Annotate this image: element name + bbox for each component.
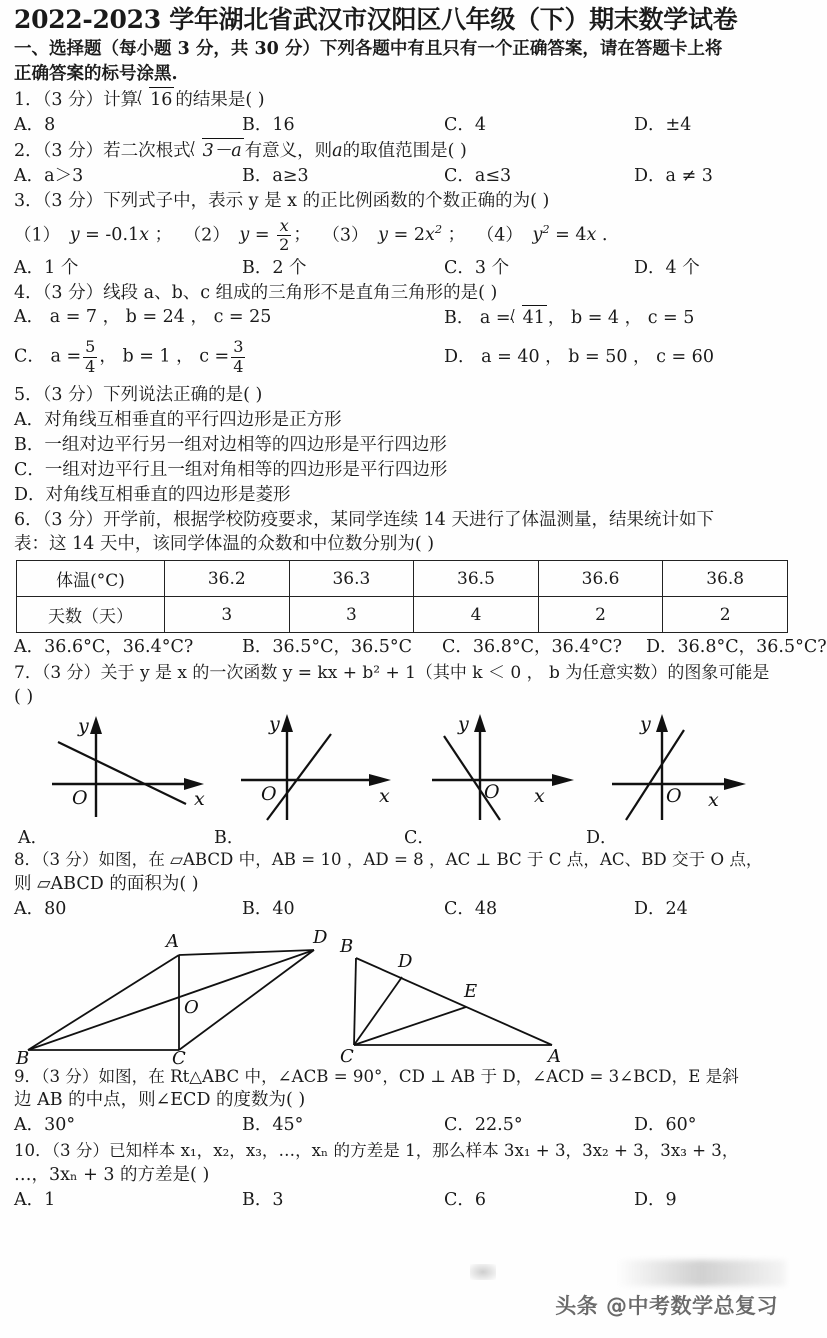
graph-option-b — [229, 712, 419, 824]
q7-option-b[interactable]: B． — [214, 828, 245, 849]
row-header-days: 天数（天） — [17, 597, 165, 633]
question-10-stem-line1: 10．（3 分）已知样本 x₁，x₂，x₃，…，xₙ 的方差是 1，那么样本 3x₁ + 3，3x₂ + 3，3x₃ + 3， — [14, 1141, 739, 1161]
temp-cell-2: 36.3 — [289, 561, 414, 597]
q2-option-c[interactable]: C．a≤3 — [444, 165, 512, 186]
page-title: 2022-2023 学年湖北省武汉市汉阳区八年级（下）期末数学试卷 — [14, 5, 738, 34]
q8-option-a[interactable]: A．80 — [14, 898, 67, 919]
q3-expr-label-3: （3） — [322, 225, 369, 246]
q3-expr-label-4: （4） — [476, 225, 523, 246]
q1-stem-b: 的结果是( ) — [175, 90, 265, 111]
graph-d-origin-label: O — [666, 785, 682, 808]
q3-expr-label-1: （1） — [14, 225, 61, 246]
sqrt-16: 16 — [139, 87, 174, 113]
label-B: B — [16, 1047, 30, 1069]
days-cell-1: 3 — [165, 597, 290, 633]
section-instructions-line1: 一、选择题（每小题 3 分，共 30 分）下列各题中有且只有一个正确答案，请在答题卡上将 — [14, 38, 723, 59]
q2-option-a[interactable]: A．a＞3 — [14, 165, 84, 186]
graph-c-y-label: y — [458, 713, 469, 736]
question-2-stem — [14, 138, 790, 164]
days-cell-3: 4 — [414, 597, 539, 633]
q10-option-a[interactable]: A．1 — [14, 1189, 56, 1210]
label-E: E — [464, 980, 478, 1002]
label-D: D — [313, 926, 328, 948]
label-C: C — [172, 1047, 186, 1069]
q7-option-c[interactable]: C． — [404, 828, 435, 849]
question-9-stem-line1: 9．（3 分）如图，在 Rt△ABC 中，∠ACB = 90°，CD ⊥ AB 于 D，∠ACD = 3∠BCD，E 是斜 — [14, 1066, 739, 1086]
question-8-options — [14, 897, 790, 923]
q6-option-c[interactable]: C．36.8°C，36.4°C? — [442, 637, 622, 658]
q1-option-a[interactable]: A．8 — [14, 114, 56, 135]
q9-option-b[interactable]: B．45° — [242, 1115, 304, 1136]
days-cell-5: 2 — [663, 597, 788, 633]
section-instructions-line2: 正确答案的标号涂黑. — [14, 63, 178, 84]
question-2-options — [14, 164, 790, 189]
graph-b-x-label: x — [379, 785, 390, 808]
q9-option-d[interactable]: D．60° — [634, 1115, 697, 1136]
watermark-text: 头条 @中考数学总复习 — [555, 1294, 778, 1318]
graph-d-x-label: x — [708, 789, 719, 812]
graph-d-y-label: y — [640, 713, 651, 736]
q8-option-b[interactable]: B．40 — [242, 898, 295, 919]
q10-option-d[interactable]: D．9 — [634, 1189, 677, 1210]
label-A: A — [166, 930, 179, 952]
question-7-graphs — [14, 712, 790, 824]
label-C: C — [340, 1045, 354, 1067]
question-3-stem: 3．（3 分）下列式子中，表示 y 是 x 的正比例函数的个数正确的为( ) — [14, 190, 550, 211]
question-1-options — [14, 113, 790, 138]
row-header-temperature: 体温(°C) — [17, 561, 165, 597]
q6-option-a[interactable]: A．36.6°C，36.4°C? — [14, 637, 194, 658]
question-6-stem-line1: 6．（3 分）开学前，根据学校防疫要求，某同学连续 14 天进行了体温测量，结果统计如下 — [14, 509, 714, 530]
temperature-table — [16, 560, 788, 633]
q5-option-a[interactable]: A．对角线互相垂直的平行四边形是正方形 — [14, 410, 342, 431]
temp-cell-1: 36.2 — [165, 561, 290, 597]
q3-option-d[interactable]: D．4 个 — [634, 257, 700, 278]
question-10-options — [14, 1188, 790, 1214]
q10-option-b[interactable]: B．3 — [242, 1189, 284, 1210]
question-8-stem-line2: 则 ▱ABCD 的面积为( ) — [14, 873, 199, 894]
q3-option-c[interactable]: C．3 个 — [444, 257, 510, 278]
q2-stem-c: 的取值范围是( ) — [342, 140, 467, 161]
page-smudge — [470, 1264, 496, 1280]
q2-option-b[interactable]: B．a≥3 — [242, 165, 309, 186]
question-9-options — [14, 1113, 790, 1139]
table-row-days — [17, 597, 788, 633]
q1-option-c[interactable]: C．4 — [444, 114, 487, 135]
q3-expr-label-2: （2） — [183, 225, 230, 246]
graph-a-y-label: y — [78, 715, 89, 738]
q7-option-a[interactable]: A． — [18, 828, 49, 849]
sqrt-3-minus-a: 3－a — [192, 138, 244, 164]
q5-option-d[interactable]: D．对角线互相垂直的四边形是菱形 — [14, 484, 291, 505]
label-O: O — [184, 996, 199, 1018]
q3-option-a[interactable]: A．1 个 — [14, 257, 79, 278]
graph-b-origin-label: O — [261, 783, 277, 806]
days-cell-4: 2 — [538, 597, 663, 633]
temp-cell-4: 36.6 — [538, 561, 663, 597]
label-A: A — [548, 1045, 561, 1067]
question-6-stem-line2: 表：这 14 天中，该同学体温的众数和中位数分别为( ) — [14, 534, 435, 555]
q8-option-d[interactable]: D．24 — [634, 898, 688, 919]
graph-a-x-label: x — [194, 788, 205, 811]
question-1-stem — [14, 87, 790, 113]
graph-c-x-label: x — [534, 785, 545, 808]
question-7-option-letters — [14, 824, 790, 848]
q2-variable: a — [332, 140, 343, 161]
q4-option-b[interactable]: B． a = 41 ， b = 4 ， c = 5 — [444, 305, 694, 331]
label-B: B — [340, 935, 354, 957]
question-8-stem-line1: 8．（3 分）如图，在 ▱ABCD 中，AB = 10 ，AD = 8 ，AC ⊥ BC 于 C 点，AC、BD 交于 O 点， — [14, 850, 763, 870]
q5-option-c[interactable]: C．一组对边平行且一组对角相等的四边形是平行四边形 — [14, 459, 448, 480]
q5-option-b[interactable]: B．一组对边平行另一组对边相等的四边形是平行四边形 — [14, 435, 447, 456]
q2-stem-a: 2．（3 分）若二次根式 — [14, 140, 191, 161]
fraction-5-4: $\frac{5}{4}$ — [85, 337, 96, 376]
q4-option-d[interactable]: D． a = 40 ， b = 50 ， c = 60 — [444, 347, 714, 368]
question-5-stem: 5．（3 分）下列说法正确的是( ) — [14, 385, 263, 406]
q6-option-b[interactable]: B．36.5°C，36.5°C — [242, 637, 413, 658]
label-D: D — [398, 950, 413, 972]
question-3-options — [14, 256, 790, 281]
graph-c-origin-label: O — [484, 781, 500, 804]
question-7-stem-line1: 7．（3 分）关于 y 是 x 的一次函数 y = kx + b² + 1（其中 k ＜ 0 ， b 为任意实数）的图象可能是 — [14, 663, 770, 684]
question-4-options-row1 — [14, 305, 790, 331]
figure-parallelogram-abcd — [14, 925, 344, 1069]
days-cell-2: 3 — [289, 597, 414, 633]
q4-option-c[interactable]: C． a = $\frac{5}{4}$ ， b = 1 ， c = $\frac{3}{4}$ — [14, 337, 244, 376]
q1-stem-a: 1．（3 分）计算 — [14, 90, 139, 111]
graph-b-y-label: y — [269, 713, 280, 736]
graph-option-a — [34, 712, 224, 824]
q3-option-b[interactable]: B．2 个 — [242, 257, 307, 278]
question-4-stem: 4．（3 分）线段 a、b、c 组成的三角形不是直角三角形的是( ) — [14, 282, 498, 303]
q2-stem-b: 有意义，则 — [244, 140, 333, 161]
q8-option-c[interactable]: C．48 — [444, 898, 498, 919]
q9-option-a[interactable]: A．30° — [14, 1115, 76, 1136]
figure-right-triangle-abc — [324, 925, 624, 1065]
question-4-options-row2 — [14, 331, 790, 383]
question-10-stem-line2: …，3xₙ + 3 的方差是( ) — [14, 1164, 210, 1185]
q2-option-d[interactable]: D．a ≠ 3 — [634, 165, 713, 186]
q1-option-d[interactable]: D．±4 — [634, 114, 692, 135]
figures-row — [14, 925, 790, 1069]
question-7-stem-line2: ( ) — [14, 687, 34, 708]
q10-option-c[interactable]: C．6 — [444, 1189, 487, 1210]
watermark-blur — [616, 1260, 786, 1286]
q4-option-a[interactable]: A． a = 7 ， b = 24 ， c = 25 — [14, 307, 272, 328]
table-row-temperature — [17, 561, 788, 597]
graph-option-c — [422, 712, 612, 824]
question-6-options — [14, 635, 827, 661]
question-9-stem-line2: 边 AB 的中点，则∠ECD 的度数为( ) — [14, 1090, 306, 1111]
temp-cell-5: 36.8 — [663, 561, 788, 597]
question-3-expressions: （1） y = -0.1x ； （2） y = $\frac{x}{2}$ ； （3） $y = 2x^2$ ； （4） $y^2 = 4x$ ． — [14, 215, 620, 254]
q9-option-c[interactable]: C．22.5° — [444, 1115, 523, 1136]
graph-option-d — [604, 712, 794, 824]
q6-option-d[interactable]: D．36.8°C，36.5°C? — [646, 637, 827, 658]
temp-cell-3: 36.5 — [414, 561, 539, 597]
q7-option-d[interactable]: D． — [586, 828, 618, 849]
sqrt-41: 41 — [512, 305, 547, 331]
graph-a-origin-label: O — [72, 787, 88, 810]
fraction-3-4: $\frac{3}{4}$ — [233, 337, 244, 376]
q1-option-b[interactable]: B．16 — [242, 114, 295, 135]
